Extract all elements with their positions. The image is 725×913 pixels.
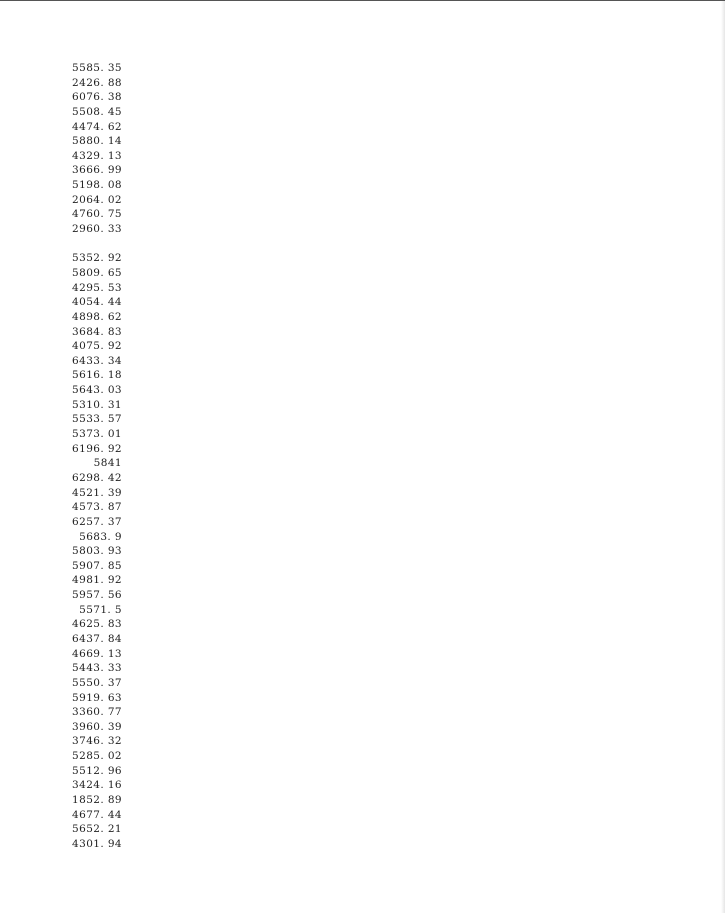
value-cell: 5585. 35 — [72, 62, 122, 74]
value-cell: 4677. 44 — [72, 808, 122, 821]
value-cell: 3746. 32 — [72, 735, 122, 748]
value-cell: 4981. 92 — [72, 574, 122, 587]
value-cell: 5533. 57 — [72, 413, 122, 426]
value-cell: 2426. 88 — [72, 76, 122, 89]
value-cell: 6076. 38 — [72, 91, 122, 104]
value-cell: 5616. 18 — [72, 369, 122, 382]
value-cell: 4301. 94 — [72, 837, 122, 850]
value-cell: 5508. 45 — [72, 105, 122, 118]
value-cell: 6437. 84 — [72, 632, 122, 645]
value-cell: 5352. 92 — [72, 252, 122, 265]
value-cell: 3960. 39 — [72, 720, 122, 733]
value-cell: 5803. 93 — [72, 545, 122, 558]
value-cell: 5907. 85 — [72, 559, 122, 572]
value-cell: 4474. 62 — [72, 120, 122, 133]
value-cell: 5373. 01 — [72, 428, 122, 441]
value-column — [62, 61, 122, 852]
value-cell: 5841 — [93, 457, 122, 470]
value-cell: 4075. 92 — [72, 340, 122, 353]
value-cell: 5643. 03 — [72, 384, 122, 397]
value-cell: 6257. 37 — [72, 515, 122, 528]
value-cell: 5310. 31 — [72, 398, 122, 411]
value-cell: 5880. 14 — [72, 135, 122, 148]
value-cell: 5443. 33 — [72, 662, 122, 675]
value-cell: 5809. 65 — [72, 266, 122, 279]
value-cell: 6433. 34 — [72, 354, 122, 367]
page-edge-shadow — [721, 1, 725, 913]
value-cell: 5919. 63 — [72, 691, 122, 704]
value-cell: 3360. 77 — [72, 706, 122, 719]
blank-row — [62, 237, 122, 252]
value-cell: 5683. 9 — [79, 530, 122, 543]
value-cell: 3684. 83 — [72, 325, 122, 338]
value-cell: 3424. 16 — [72, 779, 122, 792]
value-cell: 6298. 42 — [72, 471, 122, 484]
value-cell: 4669. 13 — [72, 647, 122, 660]
value-cell: 3666. 99 — [72, 164, 122, 177]
value-cell: 5550. 37 — [72, 676, 122, 689]
value-cell: 5285. 02 — [72, 750, 122, 763]
value-cell: 1852. 89 — [72, 794, 122, 807]
value-cell: 4625. 83 — [72, 618, 122, 631]
value-cell: 6196. 92 — [72, 442, 122, 455]
value-cell: 5652. 21 — [72, 823, 122, 836]
value-cell: 4760. 75 — [72, 208, 122, 221]
value-cell: 4054. 44 — [72, 296, 122, 309]
value-cell: 5198. 08 — [72, 179, 122, 192]
value-cell: 5571. 5 — [79, 603, 122, 616]
value-cell: 2064. 02 — [72, 193, 122, 206]
value-cell: 4898. 62 — [72, 310, 122, 323]
value-cell: 4521. 39 — [72, 486, 122, 499]
value-cell: 5512. 96 — [72, 764, 122, 777]
value-cell: 5957. 56 — [72, 589, 122, 602]
value-cell: 4573. 87 — [72, 501, 122, 514]
value-cell: 2960. 33 — [72, 223, 122, 236]
value-cell: 4329. 13 — [72, 149, 122, 162]
value-cell: 4295. 53 — [72, 281, 122, 294]
